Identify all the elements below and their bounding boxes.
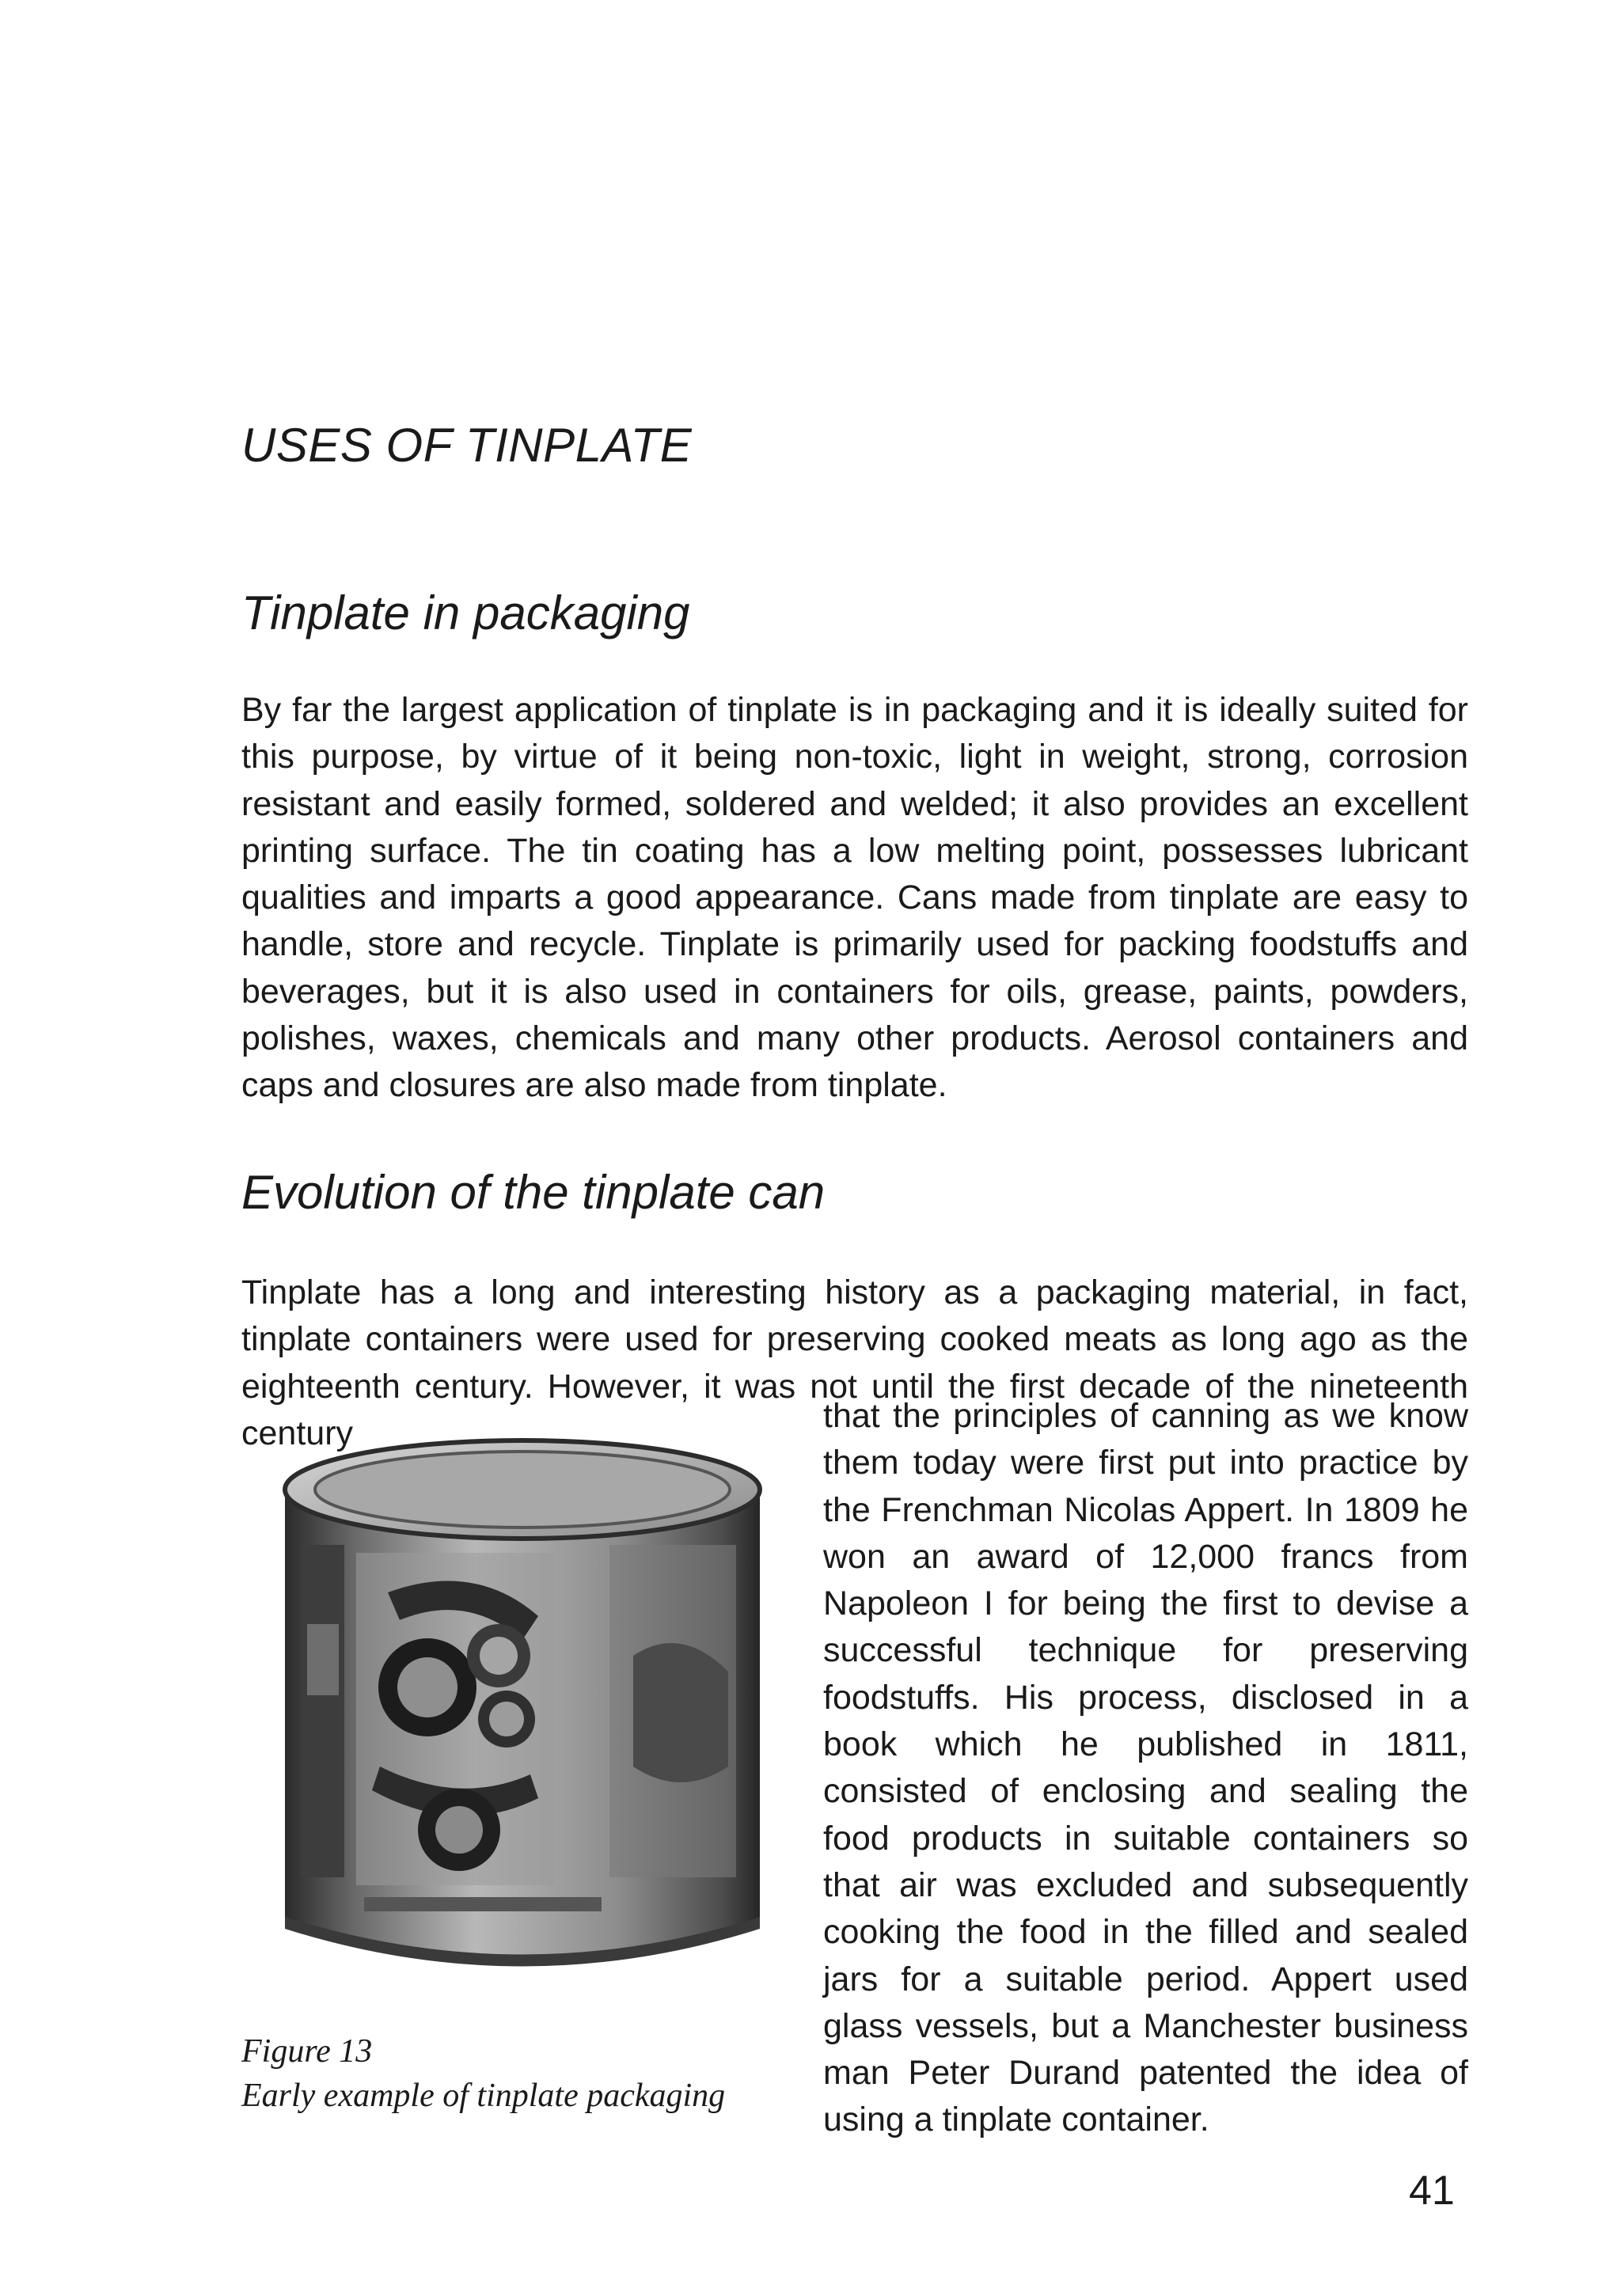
- tinplate-can-figure: [269, 1434, 776, 2004]
- page-title: USES OF TINPLATE: [241, 419, 693, 472]
- figure-caption: [241, 2029, 725, 2118]
- section-heading-packaging: Tinplate in packaging: [241, 586, 690, 639]
- figure-label: Figure 13: [241, 2033, 373, 2070]
- tinplate-can-image: [269, 1434, 776, 2004]
- section-heading-evolution: Evolution of the tinplate can: [241, 1166, 826, 1219]
- figure-caption-text: Early example of tinplate packaging: [241, 2078, 726, 2114]
- section-paragraph-evolution-wrapped: that the principles of canning as we know them today were first put into practice by the Frenchman Nicolas Appert. In 1809 he won an award of 12,000 francs from Napoleon I for being the first to devise a successful technique for preserving foodstuffs. His process, disclosed in a book which he published in 1811, consisted of enclosing and sealing the food products in suitable containers so that air was excluded and subsequently cooking the food in the filled and sealed jars for a suitable period. Appert used glass vessels, but a Manchester business man Peter Durand patented the idea of using a tinplate container.: [823, 1397, 1468, 2139]
- section-paragraph-evolution-intro: Tinplate has a long and interesting history as a packaging material, in fact, tinplate containers were used for preserving cooked meats as long ago as the eighteenth century. However, it was not until the first decade of the nineteenth century: [241, 1273, 1468, 1452]
- section-paragraph-packaging: By far the largest application of tinplate is in packaging and it is ideally suited for this purpose, by virtue of it being non-toxic, light in weight, strong, corrosion resistant and easily formed, soldered and welded; it also provides an excellent printing surface. The tin coating has a low melting point, possesses lubricant qualities and imparts a good appearance. Cans made from tinplate are easy to handle, store and recycle. Tinplate is primarily used for packing foodstuffs and beverages, but it is also used in containers for oils, grease, paints, powders, polishes, waxes, chemicals and many other products. Aerosol containers and caps and closures are also made from tinplate.: [241, 691, 1468, 1105]
- page-number: 41: [1409, 2168, 1455, 2214]
